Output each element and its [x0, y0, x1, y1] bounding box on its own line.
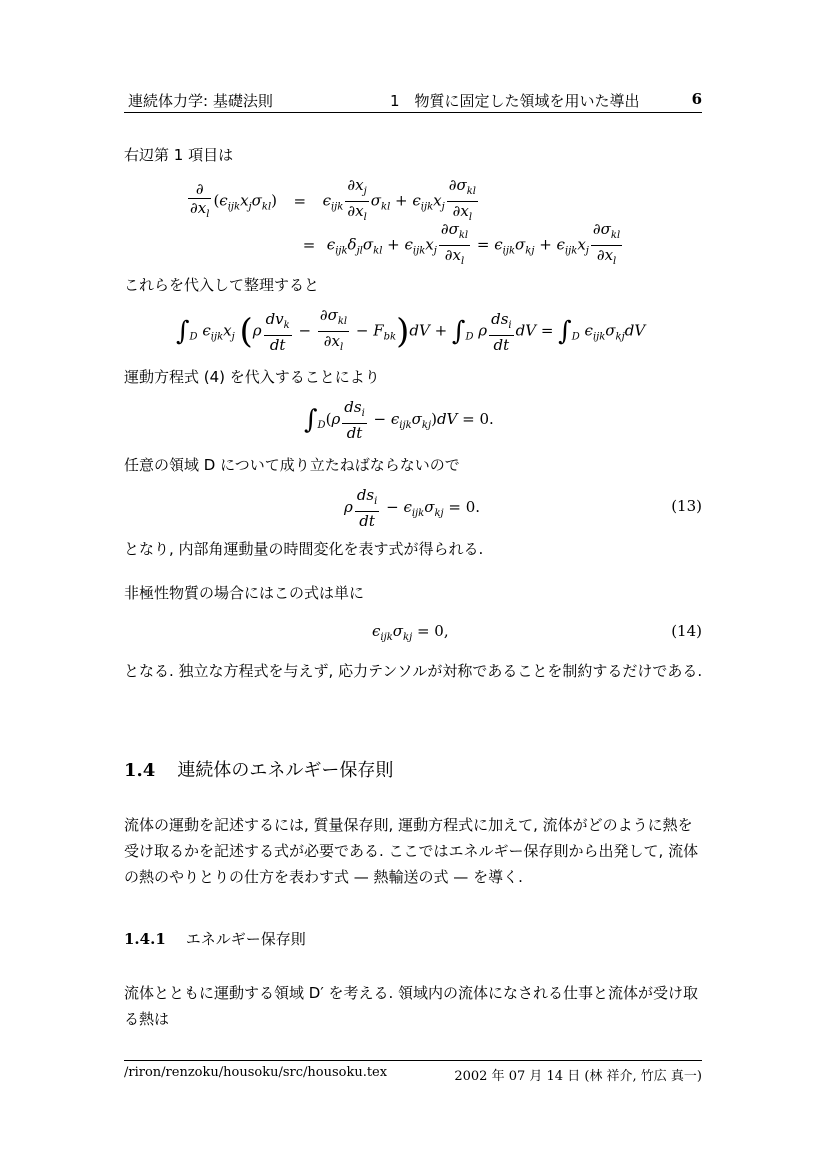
section-number: 1.4: [124, 760, 156, 781]
equation-number: (13): [671, 497, 702, 515]
subsection-heading: [124, 928, 306, 949]
header-title: 連続体力学: 基礎法則: [128, 92, 273, 110]
paragraph: 非極性物質の場合にはこの式は単に: [124, 584, 365, 602]
paragraph: 流体の運動を記述するには, 質量保存則, 運動方程式に加えて, 流体がどのように熱を受け取るかを記述する式が必要である. ここではエネルギー保存則から出発して, 流体の熱のやりとりの仕方を表わす式 — 熱輸送の式 — を導く.: [124, 816, 699, 886]
section-title: 連続体のエネルギー保存則: [177, 760, 394, 781]
equation-integral-zero: $\int_D(\rho$ $\frac{ds_i}{dt}$ − $\epsilon_{ijk}\sigma_{kj})dV = 0$.: [304, 398, 494, 442]
footer-path: /riron/renzoku/housoku/src/housoku.tex: [124, 1065, 388, 1080]
header-section: 1 物質に固定した領域を用いた導出: [390, 92, 640, 110]
paragraph: 任意の領域 D について成り立たねばならないので: [124, 456, 460, 474]
subsection-title: エネルギー保存則: [185, 930, 306, 948]
equation-integral: $\int_D$ $\epsilon_{ijk}x_j$ (ρ $\frac{dv_k}{dt}$ − $\frac{\partial\sigma_{kl}}{\partial x_l}$ − $F_{bk})dV + \int_D$ ρ $\frac{ds_i}{dt}$ dV = $\int_D$ $\epsilon_{ijk}\sigma_{kj}dV$: [176, 306, 646, 354]
equation-first-term-line2: = $\epsilon_{ijk}\delta_{jl}\sigma_{kl} + \epsilon_{ijk}x_j$ $\frac{\partial\sigma_{kl}}{\partial x_l}$ = $\epsilon_{ijk}\sigma_{kj} + \epsilon_{ijk}x_j$ $\frac{\partial\sigma_{kl}}{\partial x_l}$: [302, 220, 621, 267]
equation-13: ρ $\frac{ds_i}{dt}$ − $\epsilon_{ijk}\sigma_{kj} = 0$.: [344, 486, 481, 530]
subsection-number: 1.4.1: [124, 930, 166, 948]
footer-date-authors: 2002 年 07 月 14 日 (林 祥介, 竹広 真一): [454, 1069, 702, 1084]
running-header: [124, 90, 702, 113]
paragraph: となる. 独立な方程式を与えず, 応力テンソルが対称であることを制約するだけである.: [124, 662, 703, 680]
paragraph: 右辺第 1 項目は: [124, 146, 234, 164]
paragraph: となり, 内部角運動量の時間変化を表す式が得られる.: [124, 540, 484, 558]
equation-number: (14): [671, 622, 702, 640]
section-heading: [124, 756, 393, 782]
page-footer: [124, 1060, 702, 1084]
paragraph: 流体とともに運動する領域 D′ を考える. 領域内の流体になされる仕事と流体が受け取る熱は: [124, 984, 699, 1028]
page-number: 6: [691, 90, 702, 108]
paragraph: 運動方程式 (4) を代入することにより: [124, 368, 380, 386]
equation-first-term-line1: $\frac{\partial}{\partial x_l}$ $(\epsilon_{ijk}x_j\sigma_{kl}) = \epsilon_{ijk}$ $\frac{\partial x_j}{\partial x_l}$ $\sigma_{kl} + \epsilon_{ijk}x_j$ $\frac{\partial\sigma_{kl}}{\partial x_l}$: [190, 176, 477, 223]
equation-14: $\epsilon_{ijk}\sigma_{kj} = 0$,: [372, 622, 449, 643]
paragraph: これらを代入して整理すると: [124, 276, 320, 294]
